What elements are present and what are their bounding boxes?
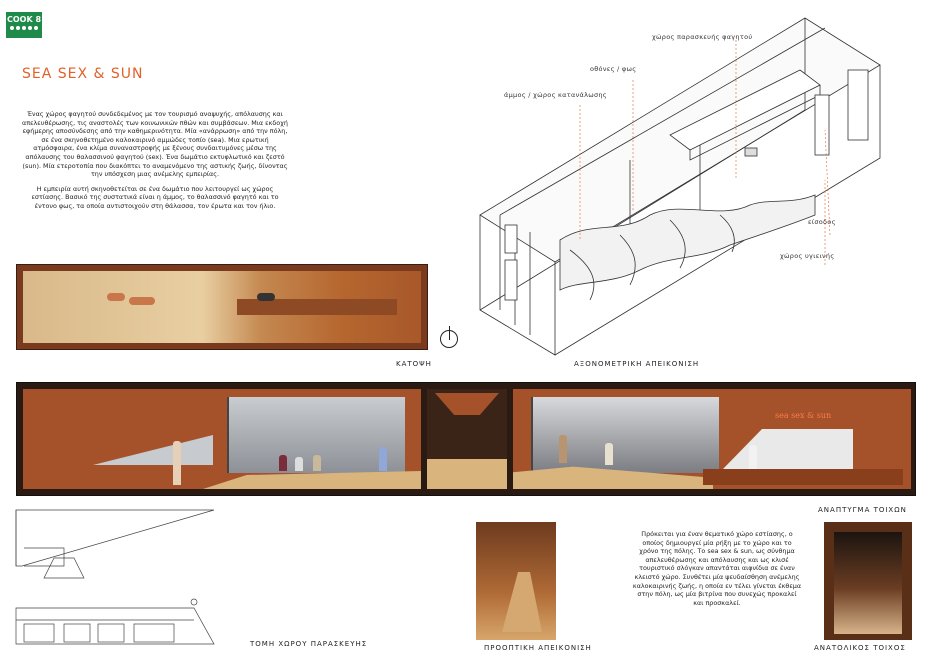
east-wall-image [824,522,912,640]
elevation-panel-left [23,389,421,489]
caption-elevation: ΑΝΑΠΤΥΓΜΑ ΤΟΙΧΩΝ [818,506,907,514]
elevation-backsplash [93,435,213,465]
logo-text: COOK 8 [6,15,42,24]
caption-perspective: ΠΡΟΟΠΤΙΚΗ ΑΠΕΙΚΟΝΙΣΗ [484,644,592,652]
kitchen-section-drawing [14,508,234,648]
elevation-panel-middle [427,389,507,489]
north-arrow [440,330,458,348]
caption-axon: ΑΞΟΝΟΜΕΤΡΙΚΗ ΑΠΕΙΚΟΝΙΣΗ [574,360,700,368]
description-text: Πρόκειται για έναν θεματικό χώρο εστίασης, ο οποίος δημιουργεί μία ρήξη με το χώρο και το χρόνο της πόλης. Το sea sex & sun, ως σύνθημα απελευθέρωσης και απόλαυσης και ως κλισέ τουριστικό σλόγκαν απαντάται αιφνίδια σε έναν κλειστό χώρο. Συνθέτει μία ψευδαίσθηση ανέμελης καλοκαιρινής ζωής, η οποία εν τέλει γίνεται έκθεμα στην πόλη, ως μία βιτρίνα που συνεχώς προκαλεί και προσκαλεί. [632,530,802,607]
elevation-counter [703,469,903,485]
axon-label-screens: οθόνες / φως [590,65,637,73]
caption-east-wall: ΑΝΑΤΟΛΙΚΟΣ ΤΟΙΧΟΣ [814,644,906,652]
elevation-person [379,447,387,471]
neon-sign: sea sex & sun [775,411,832,420]
axon-label-prep: χώρος παρασκευής φαγητού [652,33,753,41]
floor-plan [16,264,428,350]
caption-plan: ΚΑΤΟΨΗ [396,360,432,368]
elevation-person [749,445,757,469]
caption-section: ΤΟΜΗ ΧΩΡΟΥ ΠΑΡΑΣΚΕΥΗΣ [250,640,368,648]
intro-paragraph-1: Ένας χώρος φαγητού συνδεδεμένος με τον τουρισμό αναψυχής, απόλαυσης και απελευθέρωσης, τις αναστολές των κοινωνικών πθών και συμβάσεων. Μια εκδοχή εφήμερης αποσύνδεσης από την καθημερινότητα. Μία «ανάρρωση» από την πόλη, σε ένα σκηνοθετημένο καλοκαιρινό αμμώδες τοπίο (sea). Μια ερωτική ατμόσφαιρα, ένα κλίμα συναναστροφής με ξένους συνδαιτυμόνες μέσω της απόλαυσης του θαλασσινού φαγητού (sex). Ένα δωμάτιο εκτυφλωτικό και ζεστό (sun). Μία ετεροτοπία που διακόπτει το αναμενόμενο της αστικής ζωής, δίνοντας την υπόσχεση μιας ανέμελης εμπειρίας. [22,110,288,179]
logo-dots [6,26,42,30]
axonometric-drawing [470,10,920,360]
elevation-person [313,455,321,471]
elevation-person [559,435,567,463]
wall-elevation [16,382,916,496]
plan-figure [257,293,275,301]
plan-figure [107,293,125,301]
axon-label-sand: άμμος / χώρος κατανάλωσης [504,91,607,99]
intro-text [20,110,290,217]
elevation-sand [427,459,507,489]
perspective-image [476,522,556,640]
elevation-panel-right [513,389,911,489]
axon-label-entrance: είσοδος [808,218,836,226]
plan-counter [237,299,397,315]
page-title: SEA SEX & SUN [22,66,144,82]
cook8-logo [6,12,42,38]
elevation-person [173,441,181,485]
elevation-person [279,455,287,471]
plan-figure [129,297,155,305]
axon-label-hygiene: χώρος υγιεινής [780,252,835,260]
elevation-person [605,443,613,465]
elevation-counter-back [723,429,853,469]
intro-paragraph-2: Η εμπειρία αυτή σκηνοθετείται σε ένα δωμάτιο που λειτουργεί ως χώρος εστίασης. Βασικό της συστατικά είναι η άμμος, το θαλασσινό φαγητό και το έντονο φως, τα οποία αντιστοιχούν στη θάλασσα, τον έρωτα και τον ήλιο. [31,184,279,210]
elevation-person [295,457,303,471]
